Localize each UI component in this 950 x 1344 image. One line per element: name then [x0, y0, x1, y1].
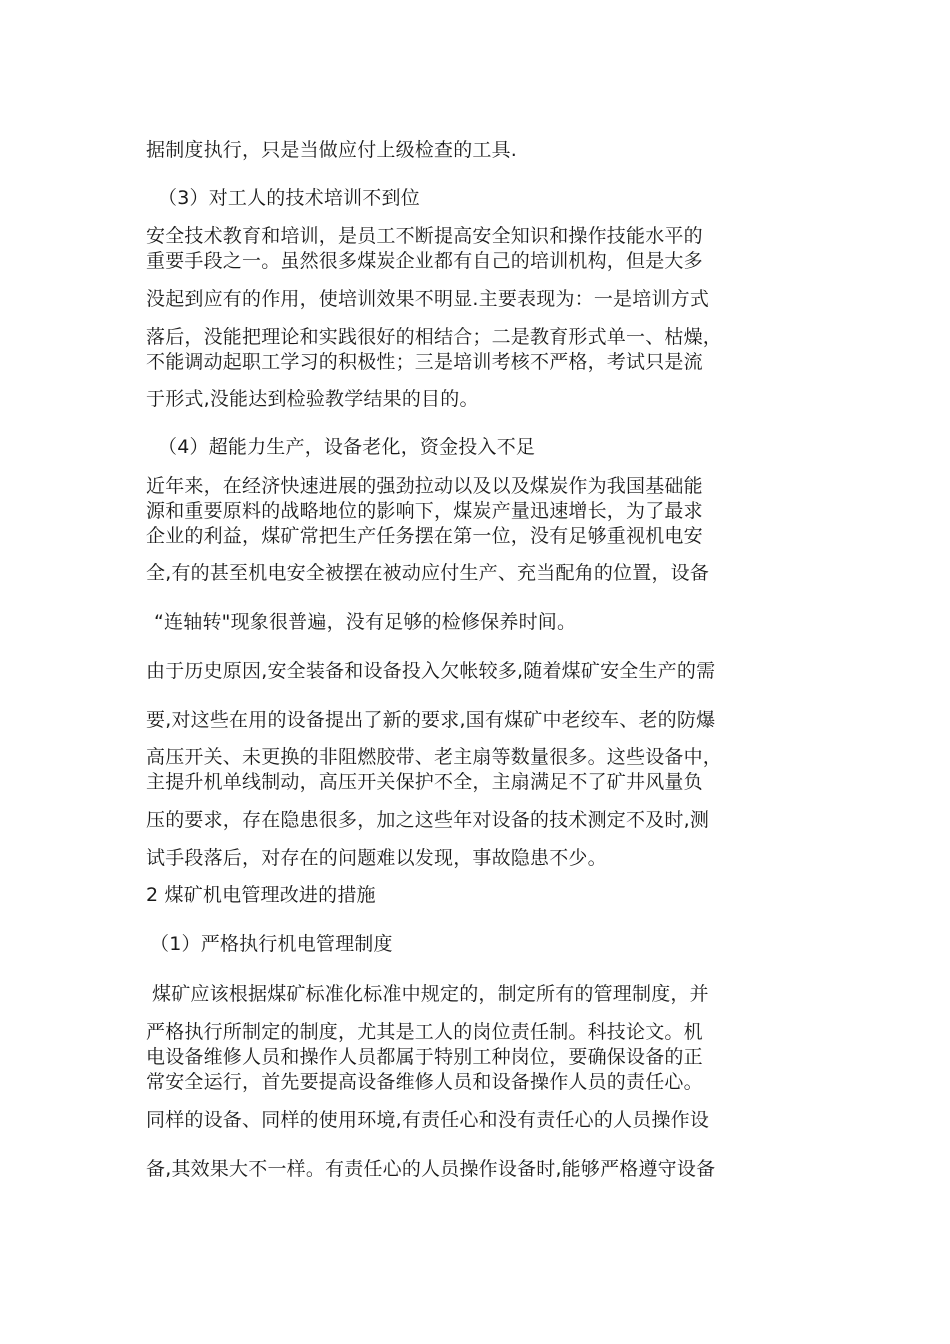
text-line: 煤矿应该根据煤矿标准化标准中规定的，制定所有的管理制度，并 — [152, 983, 709, 1005]
text-line: 落后，没能把理论和实践很好的相结合；二是教育形式单一、枯燥， — [146, 326, 723, 348]
text-line: “连轴转"现象很普遍，没有足够的检修保养时间。 — [154, 611, 577, 633]
section-heading: （4）超能力生产，设备老化，资金投入不足 — [158, 436, 536, 458]
text-line: 全,有的甚至机电安全被摆在被动应付生产、充当配角的位置，设备 — [146, 562, 710, 584]
text-line: 要,对这些在用的设备提出了新的要求,国有煤矿中老绞车、老的防爆 — [146, 709, 716, 731]
text-line: 企业的利益，煤矿常把生产任务摆在第一位，没有足够重视机电安 — [146, 525, 703, 547]
text-line: 安全技术教育和培训，是员工不断提高安全知识和操作技能水平的 — [146, 225, 703, 247]
text-line: 主提升机单线制动，高压开关保护不全，主扇满足不了矿井风量负 — [146, 771, 703, 793]
text-line: 于形式,没能达到检验教学结果的目的。 — [146, 388, 479, 410]
section-heading: 2 煤矿机电管理改进的措施 — [146, 884, 376, 906]
text-line: 高压开关、未更换的非阻燃胶带、老主扇等数量很多。这些设备中， — [146, 746, 723, 768]
section-heading: （3）对工人的技术培训不到位 — [158, 187, 420, 209]
text-line: 由于历史原因,安全装备和设备投入欠帐较多,随着煤矿安全生产的需 — [146, 660, 716, 682]
text-line: 备,其效果大不一样。有责任心的人员操作设备时,能够严格遵守设备 — [146, 1158, 716, 1180]
text-line: 严格执行所制定的制度，尤其是工人的岗位责任制。科技论文。机 — [146, 1021, 703, 1043]
text-line: 源和重要原料的战略地位的影响下，煤炭产量迅速增长，为了最求 — [146, 500, 703, 522]
text-line: 近年来，在经济快速进展的强劲拉动以及以及煤炭作为我国基础能 — [146, 475, 703, 497]
text-line: 重要手段之一。虽然很多煤炭企业都有自己的培训机构，但是大多 — [146, 250, 703, 272]
text-line: 同样的设备、同样的使用环境,有责任心和没有责任心的人员操作设 — [146, 1109, 710, 1131]
text-line: 不能调动起职工学习的积极性；三是培训考核不严格，考试只是流 — [146, 351, 703, 373]
text-line: 没起到应有的作用，使培训效果不明显.主要表现为：一是培训方式 — [146, 288, 710, 310]
text-line: 据制度执行，只是当做应付上级检查的工具. — [146, 139, 518, 161]
text-line: 电设备维修人员和操作人员都属于特别工种岗位，要确保设备的正 — [146, 1046, 703, 1068]
text-line: 压的要求，存在隐患很多，加之这些年对设备的技术测定不及时,测 — [146, 809, 710, 831]
text-line: 常安全运行，首先要提高设备维修人员和设备操作人员的责任心。 — [146, 1071, 703, 1093]
section-heading: （1）严格执行机电管理制度 — [150, 933, 393, 955]
text-line: 试手段落后，对存在的问题难以发现，事故隐患不少。 — [146, 847, 607, 869]
